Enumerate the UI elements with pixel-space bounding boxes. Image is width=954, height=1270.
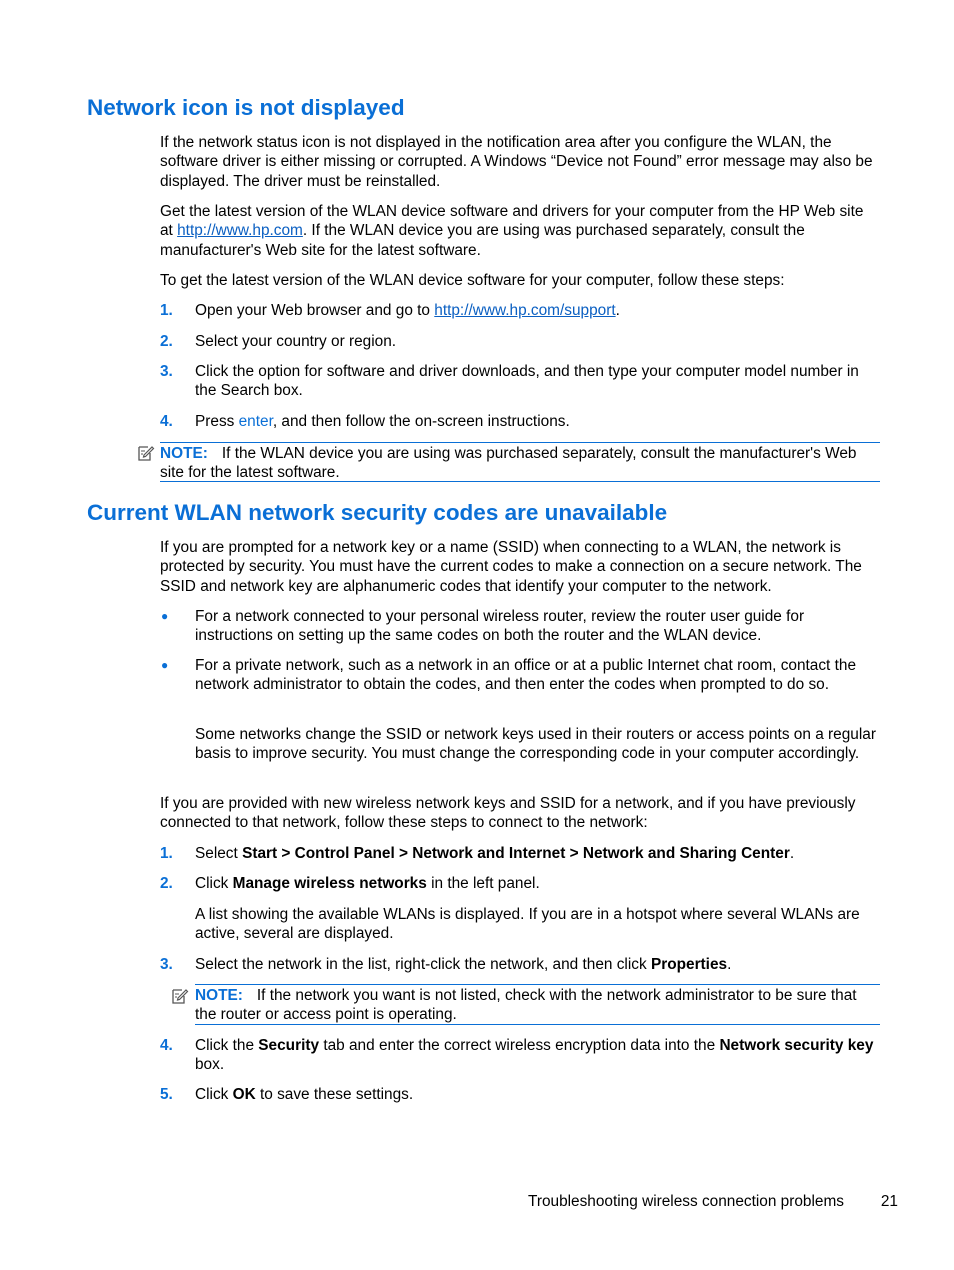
note-label: NOTE: [160, 445, 208, 462]
text-span: to save these settings. [255, 1086, 414, 1103]
paragraph: To get the latest version of the WLAN device software for your computer, follow these steps: [160, 272, 785, 289]
bullet-text: For a private network, such as a network in an office or at a public Internet chat room, contact the network administrator to obtain the codes, and then enter the codes when prompted to do so. [195, 657, 857, 694]
step-text: Click the option for software and driver downloads, and then type your computer model number in the Search box. [195, 363, 859, 400]
step-number: 3. [160, 363, 173, 380]
step-text [195, 301, 880, 320]
step-number: 3. [160, 956, 173, 973]
text-span: Select [195, 845, 243, 862]
step-number: 2. [160, 333, 173, 350]
footer-title: Troubleshooting wireless connection problems [528, 1193, 844, 1210]
hp-website-link[interactable]: http://www.hp.com [177, 222, 303, 240]
step-number: 2. [160, 875, 173, 892]
text-span: Press [195, 413, 239, 430]
note-text: If the WLAN device you are using was purchased separately, consult the manufacturer's Web site for the latest software. [160, 445, 857, 482]
text-span: tab and enter the correct wireless encryption data into the [319, 1037, 720, 1054]
step-number: 4. [160, 1037, 173, 1054]
step-text [195, 874, 880, 893]
text-span: Get the latest version of the WLAN device software and drivers for your computer from the HP Web site at [160, 203, 864, 240]
step-text [195, 1036, 880, 1075]
paragraph: If you are provided with new wireless network keys and SSID for a network, and if you have previously connected to that network, follow these steps to connect to the network: [160, 795, 856, 832]
text-span: . If the WLAN device you are using was purchased separately, consult the manufacturer's Web site for the latest software. [160, 222, 805, 259]
step-subtext: A list showing the available WLANs is displayed. If you are in a hotspot where several WLANs are active, several are displayed. [195, 906, 860, 943]
step-text [195, 412, 880, 431]
text-span: Select the network in the list, right-click the network, and then click [195, 956, 651, 973]
text-span: Click [195, 1086, 233, 1103]
note-label: NOTE: [195, 987, 243, 1004]
note-content [195, 986, 880, 1025]
ui-path: Start > Control Panel > Network and Internet > Network and Sharing Center [242, 845, 790, 862]
note-text: If the network you want is not listed, check with the network administrator to be sure that the router or access point is operating. [195, 987, 857, 1024]
page-footer [528, 1192, 898, 1211]
text-span: Click [195, 875, 233, 892]
text-span: Open your Web browser and go to [195, 302, 435, 319]
step-text: Select your country or region. [195, 333, 397, 350]
text-span: in the left panel. [426, 875, 540, 892]
bullet: ● [161, 658, 169, 672]
step-text [195, 844, 880, 863]
ui-label: OK [232, 1086, 256, 1103]
step-number: 1. [160, 302, 173, 319]
note-content [160, 444, 880, 483]
step-text [195, 1085, 880, 1104]
text-span: box. [195, 1056, 225, 1074]
bullet: ● [161, 609, 169, 623]
note-box [160, 442, 880, 482]
note-pencil-icon [137, 444, 155, 462]
hp-support-link[interactable]: http://www.hp.com/support [434, 302, 616, 319]
ui-label: Properties [650, 956, 728, 973]
note-box [195, 984, 880, 1025]
enter-key: enter [238, 413, 273, 430]
paragraph: If the network status icon is not displayed in the notification area after you configure the WLAN, the software driver is either missing or corrupted. A Windows “Device not Found” error message may also be displayed. The driver must be reinstalled. [160, 134, 873, 190]
text-span: . [615, 302, 620, 319]
paragraph: If you are prompted for a network key or a name (SSID) when connecting to a WLAN, the network is protected by security. You must have the current codes to make a connection on a secure network. The SSID and network key are alphanumeric codes that identify your computer to the network. [160, 539, 862, 595]
step-text [195, 955, 880, 974]
ui-label: Network security key [719, 1037, 874, 1054]
text-span: , and then follow the on-screen instructions. [272, 413, 570, 430]
text-span: . [789, 845, 795, 862]
heading-wlan-security: Current WLAN network security codes are unavailable [87, 500, 668, 525]
page-number: 21 [880, 1193, 898, 1210]
text-span: . [727, 956, 732, 973]
paragraph [160, 202, 880, 260]
step-number: 4. [160, 413, 173, 430]
ui-label: Manage wireless networks [232, 875, 427, 892]
step-number: 5. [160, 1086, 173, 1103]
bullet-text: For a network connected to your personal wireless router, review the router user guide for instructions on setting up the same codes on both the router and the WLAN device. [195, 608, 805, 645]
ui-label: Security [258, 1037, 320, 1054]
step-number: 1. [160, 845, 173, 862]
heading-network-icon: Network icon is not displayed [87, 95, 405, 120]
text-span: Click the [195, 1037, 259, 1054]
note-pencil-icon [171, 987, 189, 1005]
bullet-subtext: Some networks change the SSID or network keys used in their routers or access points on a regular basis to improve security. You must change the corresponding code in your computer accordingly. [195, 726, 876, 763]
